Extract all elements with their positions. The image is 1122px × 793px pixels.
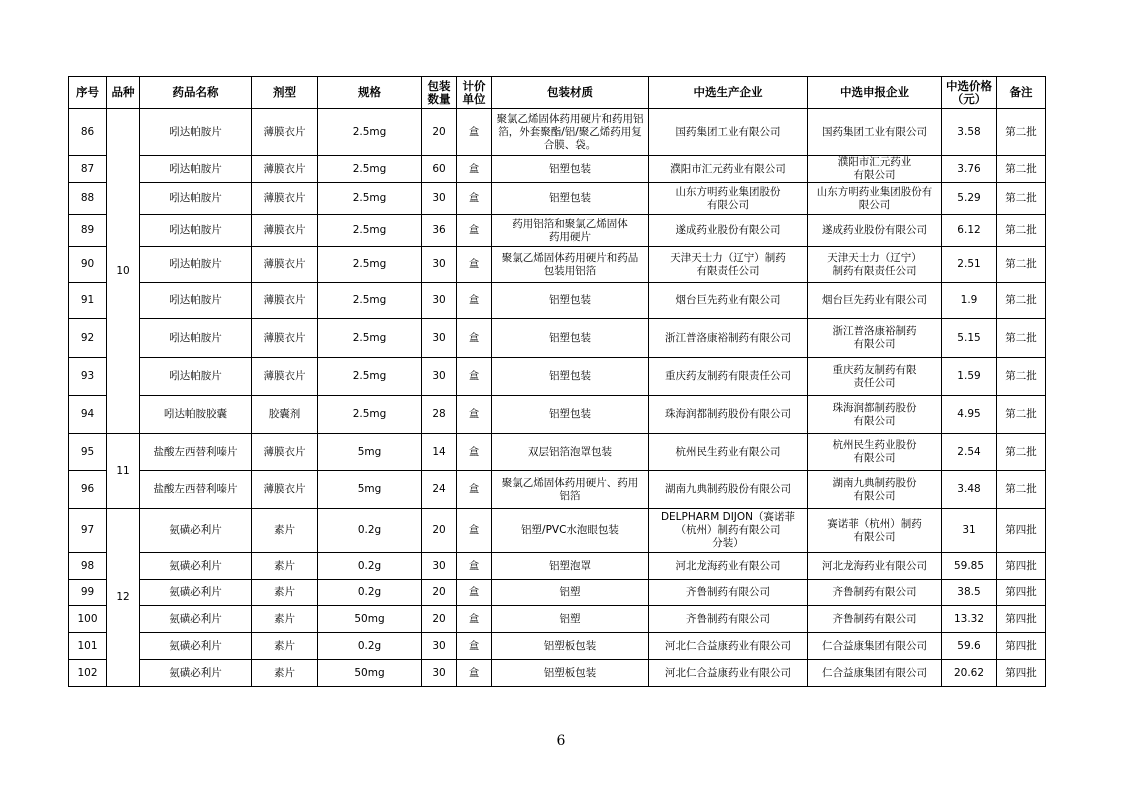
table-row <box>69 319 1046 358</box>
cell-unit: 盒 <box>457 247 492 283</box>
cell-material: 铝塑/PVC水泡眼包装 <box>492 509 649 553</box>
cell-applicant: 仁合益康集团有限公司 <box>808 660 942 687</box>
table-row <box>69 109 1046 156</box>
cell-name: 吲达帕胺片 <box>140 319 252 358</box>
cell-producer: 齐鲁制药有限公司 <box>649 606 808 633</box>
cell-qty: 14 <box>422 434 457 471</box>
table-row <box>69 471 1046 509</box>
cell-qty: 36 <box>422 215 457 247</box>
table-row <box>69 156 1046 183</box>
cell-form: 薄膜衣片 <box>252 319 318 358</box>
page-number: 6 <box>556 733 566 749</box>
cell-producer: 河北仁合益康药业有限公司 <box>649 660 808 687</box>
cell-spec: 2.5mg <box>318 319 422 358</box>
cell-producer: 重庆药友制药有限责任公司 <box>649 358 808 396</box>
cell-producer: 天津天士力（辽宁）制药 有限责任公司 <box>649 247 808 283</box>
table-row <box>69 509 1046 553</box>
cell-applicant: 仁合益康集团有限公司 <box>808 633 942 660</box>
table-row <box>69 660 1046 687</box>
cell-name: 吲达帕胺片 <box>140 183 252 215</box>
cell-name: 吲达帕胺胶囊 <box>140 396 252 434</box>
cell-qty: 30 <box>422 358 457 396</box>
cell-producer: 遂成药业股份有限公司 <box>649 215 808 247</box>
cell-producer: 湖南九典制药股份有限公司 <box>649 471 808 509</box>
cell-name: 盐酸左西替利嗪片 <box>140 471 252 509</box>
cell-seq: 101 <box>69 633 107 660</box>
cell-applicant: 遂成药业股份有限公司 <box>808 215 942 247</box>
cell-unit: 盒 <box>457 215 492 247</box>
table-body <box>69 109 1046 687</box>
cell-note: 第二批 <box>997 471 1046 509</box>
cell-unit: 盒 <box>457 183 492 215</box>
cell-producer: 浙江普洛康裕制药有限公司 <box>649 319 808 358</box>
header-seq: 序号 <box>69 77 107 109</box>
cell-seq: 91 <box>69 283 107 319</box>
cell-form: 素片 <box>252 660 318 687</box>
cell-price: 31 <box>942 509 997 553</box>
cell-qty: 30 <box>422 553 457 580</box>
cell-unit: 盒 <box>457 319 492 358</box>
cell-applicant: 珠海润都制药股份 有限公司 <box>808 396 942 434</box>
cell-applicant: 湖南九典制药股份 有限公司 <box>808 471 942 509</box>
cell-unit: 盒 <box>457 283 492 319</box>
cell-producer: 杭州民生药业有限公司 <box>649 434 808 471</box>
cell-name: 吲达帕胺片 <box>140 283 252 319</box>
cell-price: 4.95 <box>942 396 997 434</box>
cell-producer: 山东方明药业集团股份 有限公司 <box>649 183 808 215</box>
header-form: 剂型 <box>252 77 318 109</box>
cell-spec: 2.5mg <box>318 156 422 183</box>
cell-producer: 河北仁合益康药业有限公司 <box>649 633 808 660</box>
cell-material: 药用铝箔和聚氯乙烯固体 药用硬片 <box>492 215 649 247</box>
cell-applicant: 河北龙海药业有限公司 <box>808 553 942 580</box>
cell-form: 薄膜衣片 <box>252 183 318 215</box>
cell-applicant: 烟台巨先药业有限公司 <box>808 283 942 319</box>
cell-price: 1.59 <box>942 358 997 396</box>
cell-note: 第二批 <box>997 109 1046 156</box>
header-spec: 规格 <box>318 77 422 109</box>
cell-spec: 0.2g <box>318 633 422 660</box>
cell-name: 吲达帕胺片 <box>140 109 252 156</box>
header-note: 备注 <box>997 77 1046 109</box>
cell-seq: 99 <box>69 580 107 606</box>
cell-material: 聚氯乙烯固体药用硬片和药用铝箔，外套聚酯/铝/聚乙烯药用复合膜、袋。 <box>492 109 649 156</box>
cell-unit: 盒 <box>457 580 492 606</box>
cell-seq: 97 <box>69 509 107 553</box>
cell-seq: 95 <box>69 434 107 471</box>
header-applicant: 中选申报企业 <box>808 77 942 109</box>
table-row <box>69 215 1046 247</box>
cell-applicant: 齐鲁制药有限公司 <box>808 606 942 633</box>
cell-qty: 30 <box>422 183 457 215</box>
cell-note: 第二批 <box>997 247 1046 283</box>
cell-producer: 齐鲁制药有限公司 <box>649 580 808 606</box>
cell-qty: 20 <box>422 606 457 633</box>
cell-material: 铝塑泡罩 <box>492 553 649 580</box>
cell-form: 薄膜衣片 <box>252 471 318 509</box>
header-qty: 包装 数量 <box>422 77 457 109</box>
cell-unit: 盒 <box>457 358 492 396</box>
cell-note: 第四批 <box>997 509 1046 553</box>
cell-name: 氨磺必利片 <box>140 553 252 580</box>
cell-material: 铝塑包装 <box>492 319 649 358</box>
table-row <box>69 283 1046 319</box>
cell-material: 聚氯乙烯固体药用硬片、药用 铝箔 <box>492 471 649 509</box>
cell-unit: 盒 <box>457 156 492 183</box>
cell-unit: 盒 <box>457 633 492 660</box>
cell-unit: 盒 <box>457 606 492 633</box>
cell-name: 氨磺必利片 <box>140 660 252 687</box>
cell-form: 薄膜衣片 <box>252 358 318 396</box>
cell-seq: 90 <box>69 247 107 283</box>
cell-unit: 盒 <box>457 553 492 580</box>
cell-material: 铝塑包装 <box>492 396 649 434</box>
cell-seq: 87 <box>69 156 107 183</box>
cell-form: 薄膜衣片 <box>252 434 318 471</box>
cell-price: 6.12 <box>942 215 997 247</box>
cell-price: 3.58 <box>942 109 997 156</box>
cell-material: 铝塑板包装 <box>492 633 649 660</box>
cell-material: 铝塑包装 <box>492 358 649 396</box>
table-row <box>69 396 1046 434</box>
cell-note: 第二批 <box>997 215 1046 247</box>
cell-price: 2.51 <box>942 247 997 283</box>
cell-note: 第二批 <box>997 183 1046 215</box>
cell-price: 5.29 <box>942 183 997 215</box>
cell-note: 第二批 <box>997 358 1046 396</box>
cell-form: 素片 <box>252 580 318 606</box>
cell-note: 第四批 <box>997 606 1046 633</box>
cell-note: 第二批 <box>997 283 1046 319</box>
cell-qty: 20 <box>422 109 457 156</box>
cell-qty: 20 <box>422 580 457 606</box>
cell-material: 双层铝箔泡罩包装 <box>492 434 649 471</box>
cell-price: 38.5 <box>942 580 997 606</box>
cell-unit: 盒 <box>457 509 492 553</box>
header-name: 药品名称 <box>140 77 252 109</box>
cell-qty: 30 <box>422 319 457 358</box>
cell-spec: 2.5mg <box>318 358 422 396</box>
cell-unit: 盒 <box>457 109 492 156</box>
cell-applicant: 齐鲁制药有限公司 <box>808 580 942 606</box>
header-price: 中选价格 （元） <box>942 77 997 109</box>
cell-form: 薄膜衣片 <box>252 109 318 156</box>
cell-seq: 102 <box>69 660 107 687</box>
cell-form: 素片 <box>252 633 318 660</box>
header-unit: 计价 单位 <box>457 77 492 109</box>
cell-seq: 98 <box>69 553 107 580</box>
cell-spec: 2.5mg <box>318 283 422 319</box>
cell-form: 素片 <box>252 509 318 553</box>
cell-spec: 0.2g <box>318 553 422 580</box>
cell-name: 吲达帕胺片 <box>140 358 252 396</box>
cell-form: 薄膜衣片 <box>252 156 318 183</box>
cell-spec: 2.5mg <box>318 183 422 215</box>
header-variety: 品种 <box>107 77 140 109</box>
cell-form: 薄膜衣片 <box>252 215 318 247</box>
cell-applicant: 天津天士力（辽宁） 制药有限责任公司 <box>808 247 942 283</box>
cell-producer: 珠海润都制药股份有限公司 <box>649 396 808 434</box>
cell-price: 2.54 <box>942 434 997 471</box>
cell-material: 铝塑 <box>492 580 649 606</box>
cell-name: 氨磺必利片 <box>140 633 252 660</box>
cell-price: 59.6 <box>942 633 997 660</box>
cell-name: 吲达帕胺片 <box>140 215 252 247</box>
cell-spec: 50mg <box>318 606 422 633</box>
cell-applicant: 国药集团工业有限公司 <box>808 109 942 156</box>
cell-spec: 2.5mg <box>318 109 422 156</box>
table-row <box>69 580 1046 606</box>
cell-spec: 5mg <box>318 434 422 471</box>
cell-material: 铝塑包装 <box>492 283 649 319</box>
table-row <box>69 247 1046 283</box>
cell-spec: 5mg <box>318 471 422 509</box>
cell-form: 薄膜衣片 <box>252 247 318 283</box>
cell-price: 20.62 <box>942 660 997 687</box>
cell-note: 第二批 <box>997 156 1046 183</box>
cell-note: 第二批 <box>997 434 1046 471</box>
header-producer: 中选生产企业 <box>649 77 808 109</box>
cell-material: 铝塑板包装 <box>492 660 649 687</box>
table-row <box>69 358 1046 396</box>
cell-qty: 30 <box>422 283 457 319</box>
cell-variety: 12 <box>107 509 140 687</box>
cell-name: 氨磺必利片 <box>140 606 252 633</box>
cell-producer: 河北龙海药业有限公司 <box>649 553 808 580</box>
cell-unit: 盒 <box>457 396 492 434</box>
cell-form: 胶囊剂 <box>252 396 318 434</box>
cell-qty: 30 <box>422 247 457 283</box>
table-row <box>69 633 1046 660</box>
cell-price: 3.76 <box>942 156 997 183</box>
cell-note: 第四批 <box>997 553 1046 580</box>
table-row <box>69 553 1046 580</box>
cell-applicant: 杭州民生药业股份 有限公司 <box>808 434 942 471</box>
cell-qty: 30 <box>422 660 457 687</box>
cell-form: 薄膜衣片 <box>252 283 318 319</box>
cell-variety: 10 <box>107 109 140 434</box>
cell-spec: 0.2g <box>318 509 422 553</box>
cell-seq: 92 <box>69 319 107 358</box>
cell-price: 3.48 <box>942 471 997 509</box>
cell-applicant: 重庆药友制药有限 责任公司 <box>808 358 942 396</box>
cell-seq: 100 <box>69 606 107 633</box>
cell-price: 1.9 <box>942 283 997 319</box>
cell-note: 第二批 <box>997 396 1046 434</box>
cell-spec: 2.5mg <box>318 215 422 247</box>
cell-unit: 盒 <box>457 471 492 509</box>
cell-form: 素片 <box>252 553 318 580</box>
cell-qty: 28 <box>422 396 457 434</box>
cell-seq: 86 <box>69 109 107 156</box>
table-row <box>69 606 1046 633</box>
cell-applicant: 赛诺菲（杭州）制药 有限公司 <box>808 509 942 553</box>
cell-price: 13.32 <box>942 606 997 633</box>
cell-material: 铝塑包装 <box>492 183 649 215</box>
cell-material: 铝塑 <box>492 606 649 633</box>
cell-material: 聚氯乙烯固体药用硬片和药品 包装用铝箔 <box>492 247 649 283</box>
header-row <box>69 77 1046 109</box>
cell-spec: 0.2g <box>318 580 422 606</box>
cell-producer: 濮阳市汇元药业有限公司 <box>649 156 808 183</box>
cell-spec: 2.5mg <box>318 247 422 283</box>
cell-seq: 94 <box>69 396 107 434</box>
cell-qty: 20 <box>422 509 457 553</box>
cell-note: 第二批 <box>997 319 1046 358</box>
cell-qty: 24 <box>422 471 457 509</box>
cell-seq: 93 <box>69 358 107 396</box>
cell-variety: 11 <box>107 434 140 509</box>
table-row <box>69 183 1046 215</box>
cell-name: 吲达帕胺片 <box>140 156 252 183</box>
cell-spec: 50mg <box>318 660 422 687</box>
cell-applicant: 山东方明药业集团股份有 限公司 <box>808 183 942 215</box>
cell-seq: 96 <box>69 471 107 509</box>
cell-seq: 89 <box>69 215 107 247</box>
table-row <box>69 434 1046 471</box>
cell-price: 5.15 <box>942 319 997 358</box>
cell-price: 59.85 <box>942 553 997 580</box>
cell-name: 盐酸左西替利嗪片 <box>140 434 252 471</box>
cell-seq: 88 <box>69 183 107 215</box>
cell-qty: 30 <box>422 633 457 660</box>
cell-qty: 60 <box>422 156 457 183</box>
cell-name: 氨磺必利片 <box>140 580 252 606</box>
cell-producer: 国药集团工业有限公司 <box>649 109 808 156</box>
cell-spec: 2.5mg <box>318 396 422 434</box>
header-material: 包装材质 <box>492 77 649 109</box>
cell-producer: DELPHARM DIJON（赛诺菲（杭州）制药有限公司 分装） <box>649 509 808 553</box>
drug-table <box>68 76 1046 687</box>
cell-name: 氨磺必利片 <box>140 509 252 553</box>
cell-name: 吲达帕胺片 <box>140 247 252 283</box>
cell-form: 素片 <box>252 606 318 633</box>
cell-applicant: 浙江普洛康裕制药 有限公司 <box>808 319 942 358</box>
cell-note: 第四批 <box>997 660 1046 687</box>
cell-unit: 盒 <box>457 660 492 687</box>
cell-note: 第四批 <box>997 580 1046 606</box>
cell-producer: 烟台巨先药业有限公司 <box>649 283 808 319</box>
cell-unit: 盒 <box>457 434 492 471</box>
cell-material: 铝塑包装 <box>492 156 649 183</box>
cell-applicant: 濮阳市汇元药业 有限公司 <box>808 156 942 183</box>
cell-note: 第四批 <box>997 633 1046 660</box>
